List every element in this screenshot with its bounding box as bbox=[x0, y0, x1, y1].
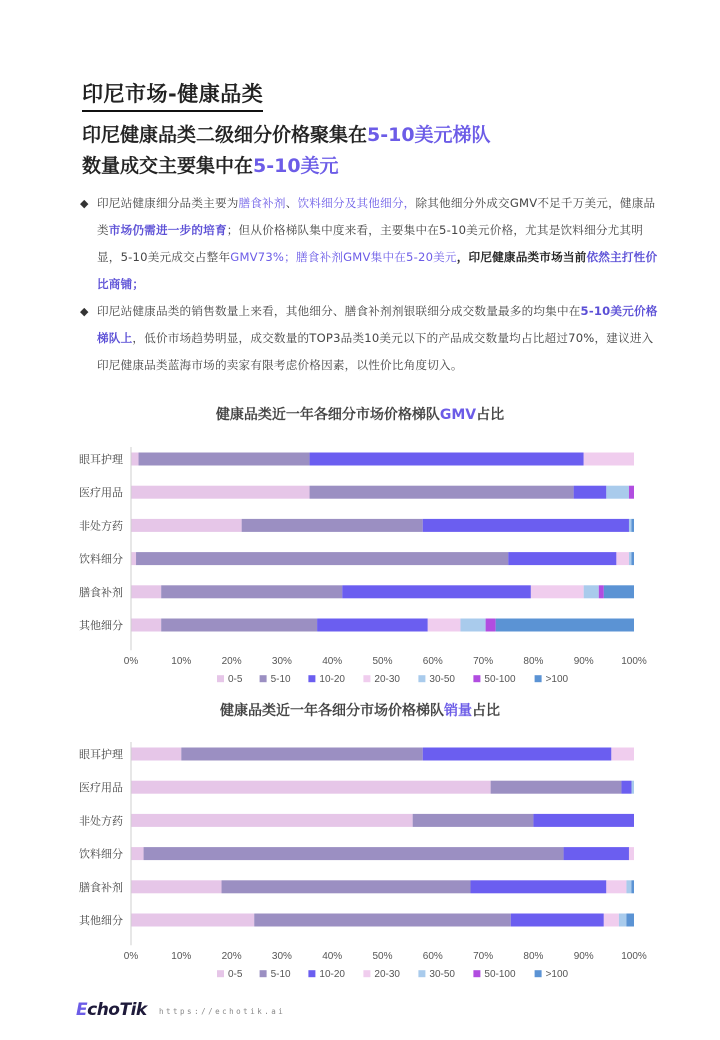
gmv-bar-segment bbox=[131, 486, 310, 499]
qty-category-label: 饮料细分 bbox=[79, 847, 123, 861]
qty-legend-swatch bbox=[363, 970, 370, 977]
gmv-bar-segment bbox=[599, 585, 604, 598]
qty-x-tick-label: 100% bbox=[621, 951, 647, 963]
qty-bar-segment bbox=[254, 914, 511, 927]
qty-bar-segment bbox=[222, 880, 471, 893]
bullet-2-highlight: 5-10美元价格梯队上 bbox=[97, 304, 658, 345]
gmv-bar-segment bbox=[131, 552, 136, 565]
qty-bar-segment bbox=[626, 914, 634, 927]
gmv-legend-label: 5-10 bbox=[270, 674, 291, 686]
qty-category-label: 膳食补剂 bbox=[79, 880, 123, 894]
gmv-category-label: 膳食补剂 bbox=[79, 585, 123, 599]
gmv-legend-swatch bbox=[473, 675, 480, 682]
headline-1-text: 印尼健康品类二级细分价格聚集在 bbox=[82, 124, 368, 146]
gmv-legend-label: 0-5 bbox=[228, 674, 243, 686]
qty-legend-label: 30-50 bbox=[429, 969, 455, 981]
qty-chart-title-text: 健康品类近一年各细分市场价格梯队 bbox=[220, 703, 444, 719]
qty-bar-segment bbox=[131, 781, 491, 794]
qty-bar-segment bbox=[144, 847, 564, 860]
gmv-chart-title bbox=[0, 404, 720, 424]
qty-x-tick-label: 0% bbox=[123, 951, 139, 963]
qty-bar-segment bbox=[181, 748, 422, 761]
bullet-1-highlight: 饮料细分及其他细分， bbox=[297, 196, 416, 210]
qty-legend-swatch bbox=[473, 970, 480, 977]
qty-legend-swatch bbox=[308, 970, 315, 977]
qty-legend-label: 0-5 bbox=[228, 969, 243, 981]
gmv-bar-segment bbox=[317, 619, 428, 632]
gmv-bar-segment bbox=[131, 519, 242, 532]
qty-bar-segment bbox=[131, 814, 413, 827]
gmv-x-tick-label: 90% bbox=[573, 656, 594, 668]
gmv-bar-segment bbox=[604, 585, 634, 598]
gmv-bar-segment bbox=[584, 453, 634, 466]
gmv-bar-segment bbox=[508, 552, 616, 565]
gmv-legend-label: 20-30 bbox=[374, 674, 400, 686]
qty-bar-segment bbox=[131, 847, 144, 860]
qty-bar-segment bbox=[131, 748, 181, 761]
gmv-bar-segment bbox=[131, 619, 161, 632]
bullet-1-text: ；但从价格梯队集中度来看，主要集中在5-10美元价格，尤其是饮料细分尤其明显，5-10美元成交占整年 bbox=[97, 223, 644, 264]
qty-category-label: 其他细分 bbox=[79, 914, 123, 927]
gmv-bar-segment bbox=[131, 585, 161, 598]
qty-x-tick-label: 50% bbox=[372, 951, 393, 963]
qty-bar-segment bbox=[619, 914, 627, 927]
gmv-chart-title-text: 健康品类近一年各细分市场价格梯队 bbox=[215, 407, 440, 423]
gmv-bar-segment bbox=[161, 619, 317, 632]
bullet-1-text: 印尼站健康细分品类主要为 bbox=[97, 196, 239, 210]
gmv-x-tick-label: 50% bbox=[372, 656, 393, 668]
gmv-bar-segment bbox=[629, 552, 632, 565]
headline-line-1 bbox=[82, 120, 682, 151]
qty-x-tick-label: 90% bbox=[573, 951, 594, 963]
gmv-bar-segment bbox=[139, 453, 310, 466]
bullet-1 bbox=[80, 190, 660, 298]
headline-line-2 bbox=[82, 151, 682, 182]
gmv-bar-segment bbox=[242, 519, 423, 532]
page-header bbox=[82, 78, 682, 182]
gmv-category-label: 其他细分 bbox=[79, 619, 123, 632]
qty-bar-segment bbox=[471, 880, 607, 893]
gmv-share-chart bbox=[0, 425, 720, 700]
gmv-x-tick-label: 40% bbox=[322, 656, 343, 668]
qty-bar-segment bbox=[533, 814, 634, 827]
qty-bar-segment bbox=[621, 781, 631, 794]
qty-legend-label: >100 bbox=[545, 969, 569, 981]
logo-e: E bbox=[76, 1000, 88, 1020]
bullet-1-highlight: GMV73%； bbox=[230, 250, 296, 264]
gmv-legend-swatch bbox=[308, 675, 315, 682]
gmv-bar-segment bbox=[161, 585, 342, 598]
qty-bar-segment bbox=[564, 847, 629, 860]
qty-bar-segment bbox=[626, 880, 631, 893]
gmv-bar-segment bbox=[131, 453, 139, 466]
footer-url: https://echotik.ai bbox=[159, 1007, 286, 1016]
bullet-2 bbox=[80, 298, 660, 379]
qty-bar-segment bbox=[423, 748, 612, 761]
gmv-x-tick-label: 100% bbox=[621, 656, 647, 668]
gmv-chart-title-highlight: GMV bbox=[439, 407, 477, 423]
qty-category-label: 非处方药 bbox=[79, 814, 123, 828]
qty-x-tick-label: 80% bbox=[523, 951, 544, 963]
qty-x-tick-label: 30% bbox=[271, 951, 292, 963]
gmv-legend-swatch bbox=[535, 675, 542, 682]
gmv-bar-segment bbox=[629, 519, 632, 532]
gmv-category-label: 医疗用品 bbox=[79, 486, 123, 500]
diamond-bullet-icon: ◆ bbox=[80, 305, 89, 318]
qty-category-label: 医疗用品 bbox=[79, 781, 123, 795]
qty-bar-segment bbox=[604, 914, 619, 927]
gmv-bar-segment bbox=[629, 486, 634, 499]
gmv-legend-label: >100 bbox=[545, 674, 569, 686]
logo-rest: choTik bbox=[87, 1000, 147, 1020]
qty-legend-swatch bbox=[535, 970, 542, 977]
qty-x-tick-label: 70% bbox=[473, 951, 494, 963]
gmv-bar-segment bbox=[342, 585, 531, 598]
gmv-x-tick-label: 70% bbox=[473, 656, 494, 668]
gmv-legend-swatch bbox=[363, 675, 370, 682]
footer-logo bbox=[76, 1000, 147, 1020]
headline-2-highlight: 5-10美元 bbox=[253, 155, 339, 177]
qty-x-tick-label: 60% bbox=[422, 951, 443, 963]
qty-x-tick-label: 10% bbox=[171, 951, 192, 963]
qty-bar-segment bbox=[606, 880, 626, 893]
qty-legend-swatch bbox=[217, 970, 224, 977]
analysis-bullets bbox=[80, 190, 660, 379]
qty-chart-title-suffix: 占比 bbox=[472, 703, 500, 719]
qty-x-tick-label: 20% bbox=[221, 951, 242, 963]
qty-bar-segment bbox=[631, 880, 634, 893]
echotik-logo bbox=[76, 1000, 147, 1020]
gmv-x-tick-label: 0% bbox=[123, 656, 139, 668]
qty-bar-segment bbox=[611, 748, 634, 761]
gmv-x-tick-label: 10% bbox=[171, 656, 192, 668]
qty-bar-segment bbox=[511, 914, 604, 927]
qty-legend-label: 20-30 bbox=[374, 969, 400, 981]
headline-1-highlight: 5-10美元梯队 bbox=[367, 124, 491, 146]
page-title: 印尼市场-健康品类 bbox=[82, 78, 263, 112]
gmv-bar-segment bbox=[531, 585, 584, 598]
gmv-chart-title-suffix: 占比 bbox=[476, 407, 505, 423]
gmv-legend-swatch bbox=[217, 675, 224, 682]
gmv-x-tick-label: 80% bbox=[523, 656, 544, 668]
gmv-legend-label: 50-100 bbox=[484, 674, 516, 686]
qty-bar-segment bbox=[491, 781, 622, 794]
gmv-bar-segment bbox=[496, 619, 634, 632]
gmv-x-tick-label: 20% bbox=[221, 656, 242, 668]
gmv-bar-segment bbox=[486, 619, 496, 632]
qty-bar-segment bbox=[629, 847, 634, 860]
qty-chart-title bbox=[0, 700, 720, 720]
qty-bar-segment bbox=[131, 880, 222, 893]
qty-x-tick-label: 40% bbox=[322, 951, 343, 963]
gmv-legend-swatch bbox=[260, 675, 267, 682]
qty-legend-swatch bbox=[260, 970, 267, 977]
gmv-bar-segment bbox=[428, 619, 461, 632]
bullet-1-highlight: 膳食补剂GMV集中在5-20美元 bbox=[295, 250, 457, 264]
headline-2-text: 数量成交主要集中在 bbox=[82, 155, 254, 177]
gmv-legend-label: 10-20 bbox=[319, 674, 345, 686]
qty-legend-label: 5-10 bbox=[270, 969, 291, 981]
gmv-legend-swatch bbox=[418, 675, 425, 682]
qty-chart-title-highlight: 销量 bbox=[444, 703, 472, 719]
bullet-1-text: 除其他细分外成交GMV不足千万美元，健康品类 bbox=[97, 196, 656, 237]
gmv-bar-segment bbox=[136, 552, 508, 565]
bullet-2-text: ，低价市场趋势明显，成交数量的TOP3品类10美元以下的产品成交数量均占比超过70%，建议进入印尼健康品类蓝海市场的卖家有限考虑价格因素，以性价比角度切入。 bbox=[97, 331, 654, 372]
gmv-category-label: 眼耳护理 bbox=[79, 453, 123, 466]
bullet-1-text: ，印尼健康品类市场当前 bbox=[456, 250, 587, 264]
gmv-bar-segment bbox=[631, 519, 634, 532]
diamond-bullet-icon: ◆ bbox=[80, 197, 89, 210]
qty-bar-segment bbox=[131, 914, 254, 927]
gmv-bar-segment bbox=[616, 552, 629, 565]
bullet-2-text: 印尼站健康品类的销售数量上来看，其他细分、膳食补剂剂银联细分成交数量最多的均集中在 bbox=[97, 304, 581, 318]
gmv-bar-segment bbox=[574, 486, 607, 499]
qty-bar-segment bbox=[413, 814, 534, 827]
gmv-bar-segment bbox=[460, 619, 485, 632]
gmv-x-tick-label: 30% bbox=[271, 656, 292, 668]
bullet-1-highlight: 依然主打性价比商铺； bbox=[97, 250, 658, 291]
qty-share-chart bbox=[0, 720, 720, 995]
gmv-category-label: 饮料细分 bbox=[79, 552, 123, 566]
qty-legend-swatch bbox=[418, 970, 425, 977]
gmv-bar-segment bbox=[310, 453, 584, 466]
qty-category-label: 眼耳护理 bbox=[79, 748, 123, 761]
gmv-bar-segment bbox=[584, 585, 599, 598]
bullet-1-highlight: 膳食补剂 bbox=[238, 196, 286, 210]
gmv-bar-segment bbox=[310, 486, 574, 499]
qty-bar-segment bbox=[631, 781, 634, 794]
gmv-x-tick-label: 60% bbox=[422, 656, 443, 668]
bullet-1-highlight: 市场仍需进一步的培育 bbox=[108, 223, 227, 237]
gmv-bar-segment bbox=[606, 486, 629, 499]
gmv-bar-segment bbox=[631, 552, 634, 565]
gmv-legend-label: 30-50 bbox=[429, 674, 455, 686]
bullet-1-text: 、 bbox=[285, 196, 298, 210]
gmv-bar-segment bbox=[423, 519, 629, 532]
qty-legend-label: 50-100 bbox=[484, 969, 516, 981]
headline bbox=[82, 120, 682, 182]
gmv-category-label: 非处方药 bbox=[79, 519, 123, 533]
qty-legend-label: 10-20 bbox=[319, 969, 345, 981]
